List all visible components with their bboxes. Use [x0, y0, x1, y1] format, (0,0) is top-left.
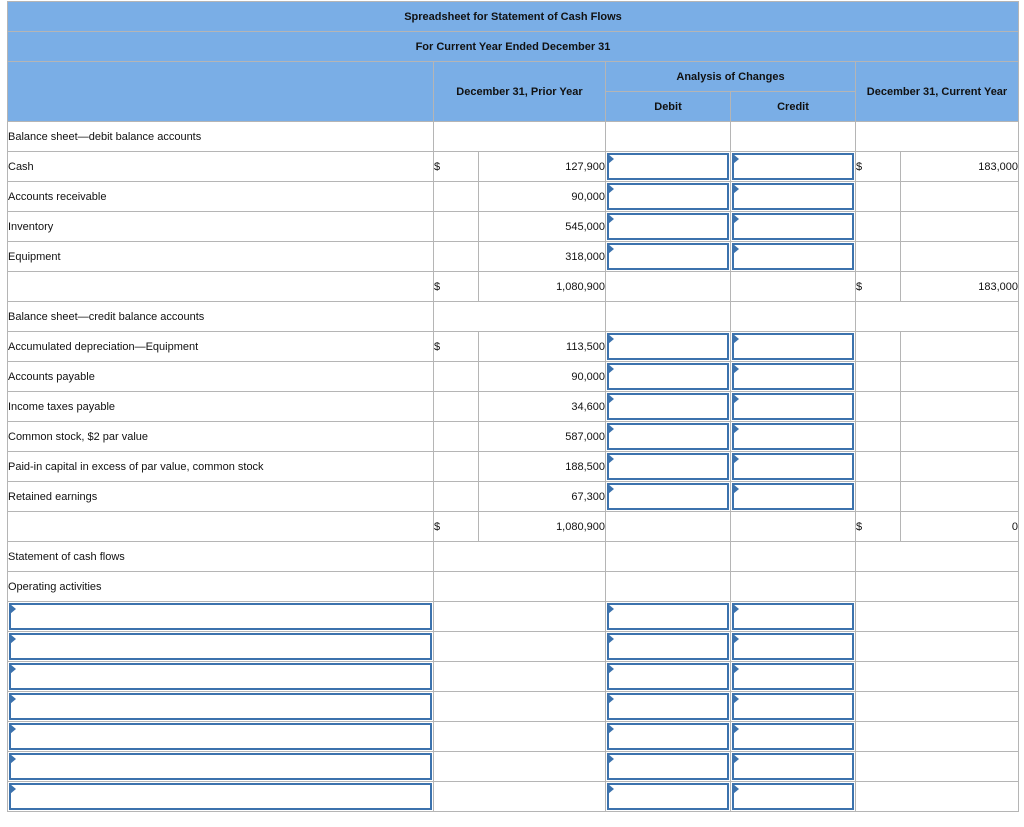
dollar-sign: $ [856, 512, 901, 542]
debit-input[interactable] [606, 362, 731, 392]
credit-input[interactable] [731, 152, 856, 182]
account-name: Accounts payable [8, 362, 434, 392]
credit-input[interactable] [731, 752, 856, 782]
cash-flow-input-row [8, 662, 1019, 692]
cash-flow-input-row [8, 632, 1019, 662]
credit-input[interactable] [731, 452, 856, 482]
debit-input[interactable] [606, 392, 731, 422]
account-name: Equipment [8, 242, 434, 272]
activity-description-input[interactable] [8, 662, 434, 692]
table-row [8, 332, 1019, 362]
debit-input[interactable] [606, 782, 731, 812]
table-row [8, 422, 1019, 452]
credit-input[interactable] [731, 482, 856, 512]
activity-description-input[interactable] [8, 782, 434, 812]
credit-input[interactable] [731, 332, 856, 362]
debit-input[interactable] [606, 182, 731, 212]
activity-description-input[interactable] [8, 692, 434, 722]
debit-input[interactable] [606, 632, 731, 662]
credit-input[interactable] [731, 632, 856, 662]
cash-flow-input-row [8, 602, 1019, 632]
credit-input[interactable] [731, 182, 856, 212]
credit-input[interactable] [731, 692, 856, 722]
prior-amount: 587,000 [479, 422, 606, 452]
credit-input[interactable] [731, 422, 856, 452]
credit-input[interactable] [731, 242, 856, 272]
cash-flow-input-row [8, 752, 1019, 782]
account-name: Paid-in capital in excess of par value, common stock [8, 452, 434, 482]
analysis-of-changes-header: Analysis of Changes [606, 62, 856, 92]
debit-input[interactable] [606, 242, 731, 272]
cash-flow-spreadsheet [7, 1, 1019, 812]
credit-input[interactable] [731, 782, 856, 812]
dollar-sign: $ [434, 152, 479, 182]
debit-input[interactable] [606, 152, 731, 182]
activity-description-input[interactable] [8, 722, 434, 752]
prior-total: 1,080,900 [479, 512, 606, 542]
spreadsheet-subtitle: For Current Year Ended December 31 [8, 32, 1019, 62]
total-row [8, 512, 1019, 542]
debit-input[interactable] [606, 602, 731, 632]
credit-input[interactable] [731, 362, 856, 392]
debit-section-label: Balance sheet—debit balance accounts [8, 122, 434, 152]
credit-input[interactable] [731, 662, 856, 692]
total-row [8, 272, 1019, 302]
prior-total: 1,080,900 [479, 272, 606, 302]
current-total: 0 [901, 512, 1019, 542]
activity-description-input[interactable] [8, 632, 434, 662]
operating-activities-label: Operating activities [8, 572, 434, 602]
prior-amount: 318,000 [479, 242, 606, 272]
table-row [8, 152, 1019, 182]
account-name: Common stock, $2 par value [8, 422, 434, 452]
spreadsheet-title: Spreadsheet for Statement of Cash Flows [8, 2, 1019, 32]
current-total: 183,000 [901, 272, 1019, 302]
debit-input[interactable] [606, 422, 731, 452]
credit-input[interactable] [731, 392, 856, 422]
account-name: Cash [8, 152, 434, 182]
prior-amount: 90,000 [479, 182, 606, 212]
prior-amount: 545,000 [479, 212, 606, 242]
activity-description-input[interactable] [8, 602, 434, 632]
activity-description-input[interactable] [8, 752, 434, 782]
account-name: Accounts receivable [8, 182, 434, 212]
debit-header: Debit [606, 92, 731, 122]
account-name: Retained earnings [8, 482, 434, 512]
account-name: Income taxes payable [8, 392, 434, 422]
table-row [8, 362, 1019, 392]
table-row [8, 482, 1019, 512]
debit-input[interactable] [606, 332, 731, 362]
debit-input[interactable] [606, 662, 731, 692]
table-row [8, 452, 1019, 482]
credit-input[interactable] [731, 722, 856, 752]
debit-input[interactable] [606, 752, 731, 782]
credit-section-label: Balance sheet—credit balance accounts [8, 302, 434, 332]
dollar-sign: $ [856, 152, 901, 182]
prior-amount: 34,600 [479, 392, 606, 422]
cash-flow-input-row [8, 692, 1019, 722]
cash-flow-input-row [8, 722, 1019, 752]
dollar-sign: $ [434, 332, 479, 362]
credit-input[interactable] [731, 212, 856, 242]
account-name: Inventory [8, 212, 434, 242]
prior-amount: 67,300 [479, 482, 606, 512]
cash-flow-section-label: Statement of cash flows [8, 542, 434, 572]
account-header [8, 62, 434, 122]
dollar-sign: $ [856, 272, 901, 302]
table-row [8, 242, 1019, 272]
table-row [8, 182, 1019, 212]
dollar-sign: $ [434, 272, 479, 302]
current-amount: 183,000 [901, 152, 1019, 182]
prior-year-header: December 31, Prior Year [434, 62, 606, 122]
prior-amount: 127,900 [479, 152, 606, 182]
table-row [8, 212, 1019, 242]
prior-amount: 90,000 [479, 362, 606, 392]
debit-input[interactable] [606, 482, 731, 512]
debit-input[interactable] [606, 452, 731, 482]
credit-header: Credit [731, 92, 856, 122]
debit-input[interactable] [606, 722, 731, 752]
debit-input[interactable] [606, 212, 731, 242]
credit-input[interactable] [731, 602, 856, 632]
prior-amount: 188,500 [479, 452, 606, 482]
cash-flow-input-row [8, 782, 1019, 812]
current-year-header: December 31, Current Year [856, 62, 1019, 122]
table-row [8, 392, 1019, 422]
account-name: Accumulated depreciation—Equipment [8, 332, 434, 362]
debit-input[interactable] [606, 692, 731, 722]
prior-amount: 113,500 [479, 332, 606, 362]
dollar-sign: $ [434, 512, 479, 542]
